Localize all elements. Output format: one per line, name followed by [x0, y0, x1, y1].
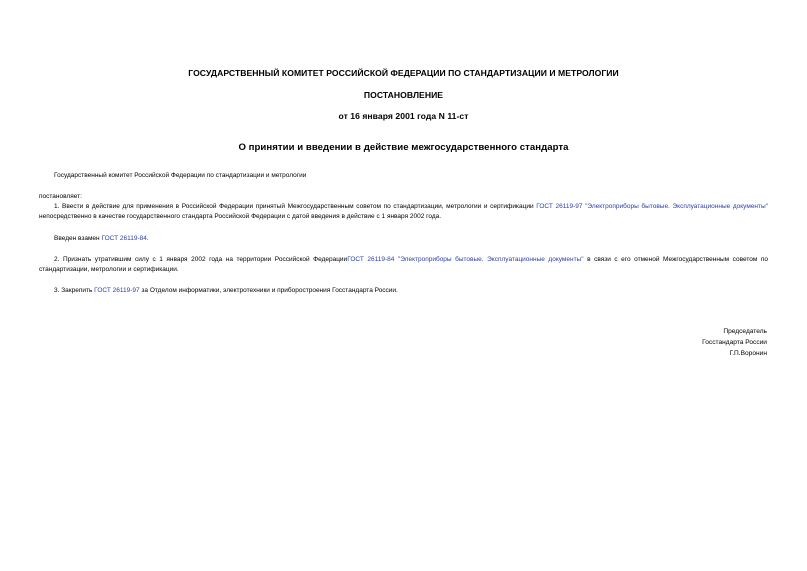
paragraph-3-text-end: за Отделом информатики, электротехники и приборостроения Госстандарта России.: [139, 287, 398, 294]
resolves-text: постановляет:: [39, 193, 82, 200]
paragraph-2-text: 2. Признать утратившим силу с 1 января 2002 года на территории Российской Федерации: [54, 256, 348, 263]
paragraph-3-text: 3. Закрепить: [54, 287, 95, 294]
gost-26119-84-full-link[interactable]: ГОСТ 26119-84 "Электроприборы бытовые. Эксплуатационные документы": [347, 256, 584, 263]
signature-position: Председатель: [723, 328, 767, 335]
paragraph-2: [39, 255, 768, 275]
signature-organization: Госстандарта России: [702, 339, 767, 346]
signature-name: Г.П.Воронин: [729, 350, 767, 357]
document-subject: О принятии и введении в действие межгосударственного стандарта: [238, 142, 569, 153]
paragraph-1-text: 1. Ввести в действие для применения в Российской Федерации принятый Межгосударственным советом по стандартизации, метрологии и сертификации: [54, 203, 537, 210]
gost-26119-97-short-link[interactable]: ГОСТ 26119-97: [94, 287, 140, 294]
document-date-number: от 16 января 2001 года N 11-ст: [338, 111, 469, 121]
paragraph-1: [39, 202, 768, 222]
paragraph-1-text-end: непосредственно в качестве государственного стандарта Российской Федерации с датой введения в действие с 1 января 2002 года.: [39, 213, 442, 220]
paragraph-3: [54, 286, 398, 296]
intro-text: Государственный комитет Российской Федерации по стандартизации и метрологии: [54, 172, 307, 179]
replaces-note-text: Введен взамен: [54, 235, 102, 242]
document-type-title: ПОСТАНОВЛЕНИЕ: [363, 90, 444, 100]
committee-title: ГОСУДАРСТВЕННЫЙ КОМИТЕТ РОССИЙСКОЙ ФЕДЕРАЦИИ ПО СТАНДАРТИЗАЦИИ И МЕТРОЛОГИИ: [188, 68, 619, 78]
replaces-note: [54, 234, 149, 244]
replaces-note-dot: .: [146, 235, 149, 242]
gost-26119-84-link[interactable]: ГОСТ 26119-84: [101, 235, 147, 242]
signature-block: [702, 326, 767, 359]
paragraph-2-text-end: в связи с его отменой Межгосударственным советом по стандартизации, метрологии и сертификации.: [39, 256, 768, 273]
gost-26119-97-link[interactable]: ГОСТ 26119-97 "Электроприборы бытовые. Эксплуатационные документы": [536, 203, 768, 210]
